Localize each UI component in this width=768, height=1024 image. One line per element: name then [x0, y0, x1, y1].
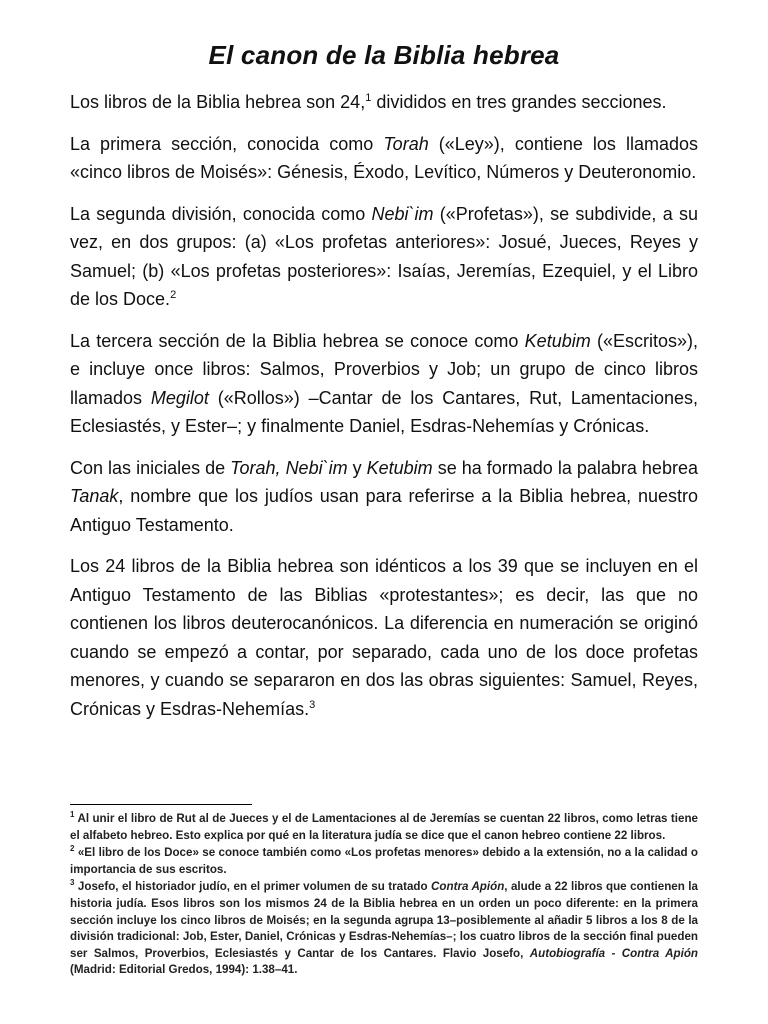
footnote-text: Josefo, el historiador judío, en el primer volumen de su tratado: [74, 880, 432, 894]
italic-term: Torah, Nebi`im: [230, 457, 348, 478]
footnote-number: 2: [70, 844, 75, 854]
text: Los libros de la Biblia hebrea son 24,: [70, 92, 366, 112]
text: («Ley»), contiene los llamados «cinco libros de Moisés»: Génesis, Éxodo, Levítico, Números y Deuteronomio.: [70, 133, 699, 182]
italic-term: Nebi`im: [371, 203, 434, 224]
paragraph-2: [70, 130, 698, 187]
body-text: [70, 88, 698, 736]
text: La tercera sección de la Biblia hebrea se conoce como: [70, 330, 525, 351]
italic-title: Autobiografía - Contra Apión: [529, 946, 698, 960]
paragraph-6: [70, 552, 698, 723]
text: se ha formado la palabra hebrea: [432, 457, 698, 478]
footnote-text: Al unir el libro de Rut al de Jueces y el de Lamentaciones al de Jeremías se cuentan 22 libros, como letras tiene el alfabeto hebreo. Esto explica por qué en la literatura judía se dice que el canon hebreo contiene 22 libros.: [70, 812, 698, 842]
footnote-ref-1[interactable]: 1: [365, 92, 372, 104]
paragraph-4: [70, 327, 698, 441]
text: y: [347, 457, 367, 478]
text: («Profetas»), se subdivide, a su vez, en dos grupos: (a) «Los profetas anteriores»: Josué, Jueces, Reyes y Samuel; (b) «Los profetas posteriores»: Isaías, Jeremías, Ezequiel, y el Libro de los Doce.: [70, 203, 698, 309]
footnote-number: 1: [70, 810, 75, 820]
italic-term: Megilot: [150, 387, 209, 408]
footnote-text: «El libro de los Doce» se conoce también como «Los profetas menores» debido a la extensión, no a la calidad o importancia de sus escritos.: [70, 846, 698, 876]
italic-term: Torah: [383, 133, 429, 154]
footnote-number: 3: [70, 878, 75, 888]
text: («Rollos») –Cantar de los Cantares, Rut, Lamentaciones, Eclesiastés, y Ester–; y finalmente Daniel, Esdras-Nehemías y Crónicas.: [70, 387, 698, 436]
text: («Escritos»), e incluye once libros: Salmos, Proverbios y Job; un grupo de cinco libros llamados: [70, 330, 698, 408]
text: La segunda división, conocida como: [70, 203, 372, 224]
italic-term: Ketubim: [524, 330, 591, 351]
footnote-ref-3[interactable]: 3: [309, 698, 316, 711]
footnote-text: (Madrid: Editorial Gredos, 1994): 1.38–41.: [70, 963, 298, 977]
italic-title: Contra Apión: [431, 880, 505, 894]
text: divididos en tres grandes secciones.: [371, 92, 667, 112]
italic-term: Ketubim: [366, 457, 433, 478]
text: Los 24 libros de la Biblia hebrea son idénticos a los 39 que se incluyen en el Antiguo Testamento de las Biblias «protestantes»; es decir, las que no contienen los libros deuterocanónicos. La diferencia en numeración se originó cuando se empezó a contar, por separado, cada uno de los doce profetas menores, y cuando se separaron en dos las obras siguientes: Samuel, Reyes, Crónicas y Esdras-Nehemías.: [70, 556, 698, 719]
paragraph-3: [70, 200, 698, 314]
page-title: El canon de la Biblia hebrea: [208, 40, 560, 70]
footnotes: [70, 811, 698, 980]
footnote-2: [70, 845, 698, 878]
footnote-1: [70, 811, 698, 844]
text: La primera sección, conocida como: [70, 133, 384, 154]
footnote-ref-2[interactable]: 2: [170, 289, 177, 301]
footnote-3: [70, 879, 698, 979]
text: , nombre que los judíos usan para referirse a la Biblia hebrea, nuestro Antiguo Testamento.: [70, 486, 698, 535]
paragraph-5: [70, 454, 698, 540]
footnote-divider: [70, 804, 252, 805]
text: Con las iniciales de: [70, 457, 231, 478]
footnote-text: , alude a 22 libros que contienen la historia judía. Esos libros son los mismos 24 de la Biblia hebrea en un orden un poco diferente: en la primera sección incluye los cinco libros de Moisés; en la segunda agrupa 13–posiblemente al añadir 5 libros a los 8 de la división tradicional: Job, Ester, Daniel, Crónicas y Esdras-Nehemías–; los cuatro libros de la sección final pueden ser Salmos, Proverbios, Eclesiastés y Cantar de los Cantares. Flavio Josefo,: [70, 880, 698, 960]
italic-term: Tanak: [70, 486, 119, 506]
paragraph-1: [70, 88, 698, 117]
